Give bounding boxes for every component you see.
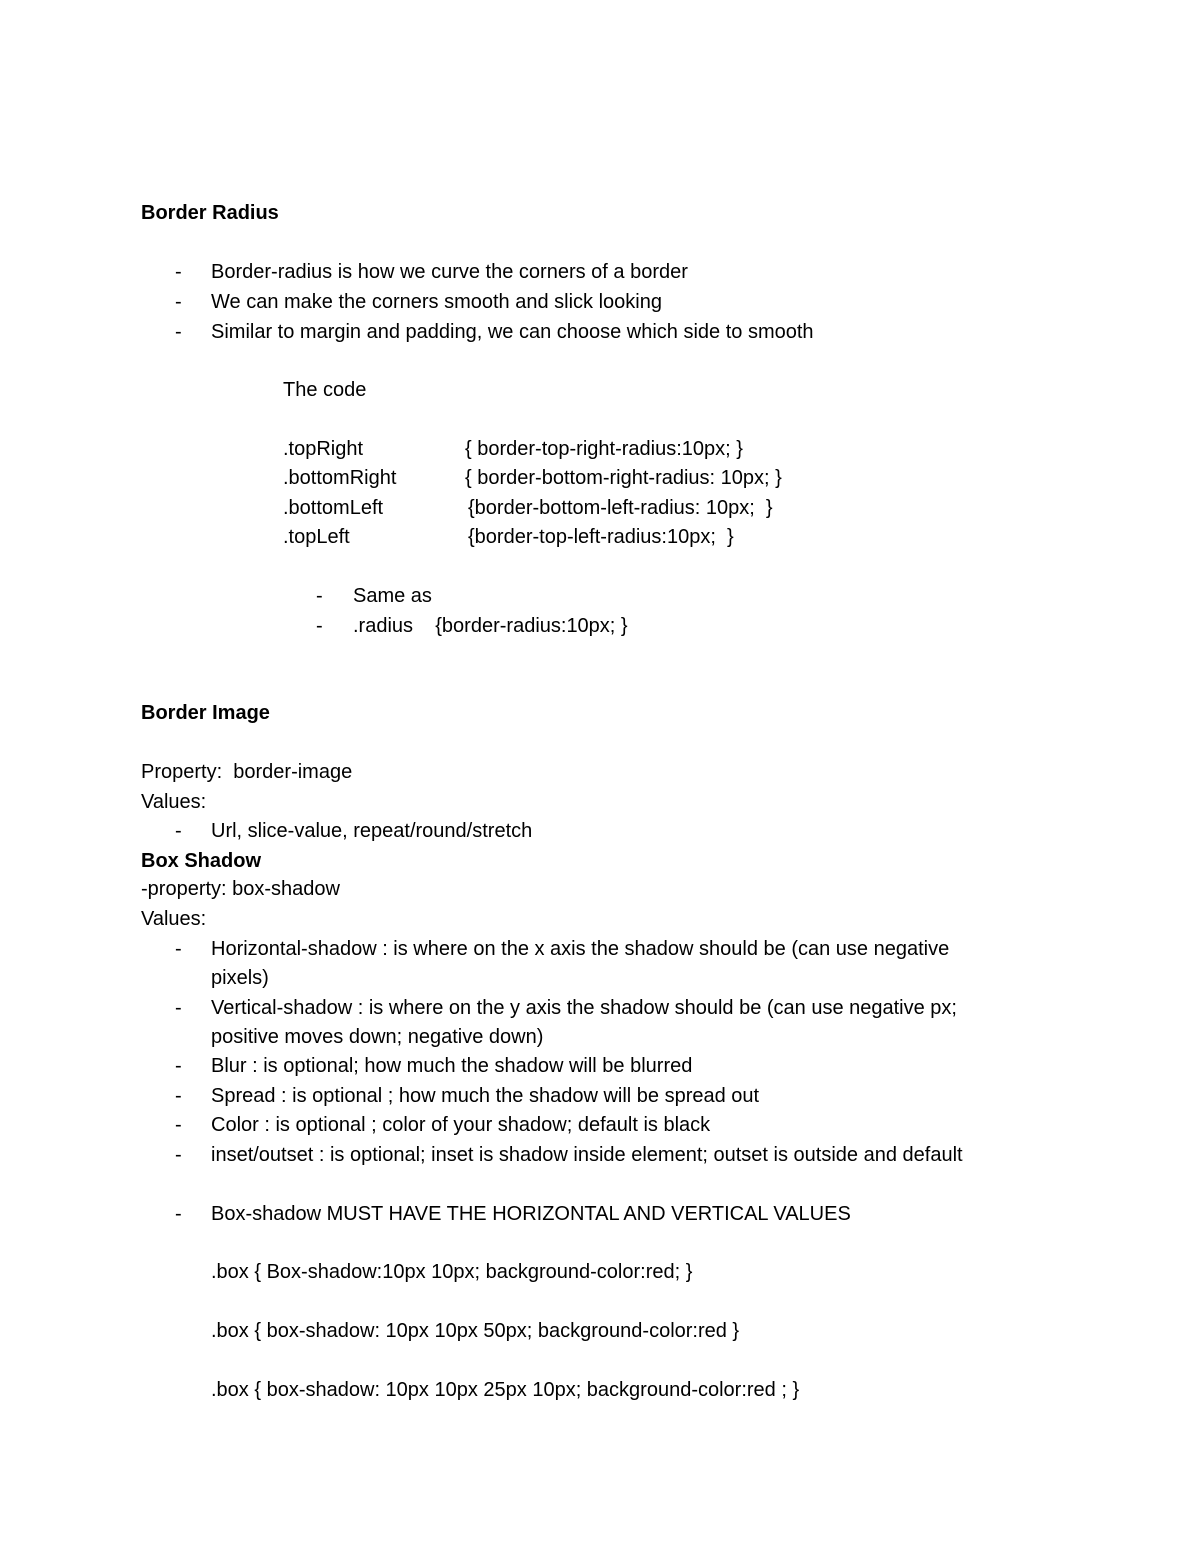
bullet-marker: - xyxy=(175,1144,182,1166)
radius-shorthand-bullet: .radius {border-radius:10px; } xyxy=(353,615,628,637)
code-rule-top-right: { border-top-right-radius:10px; } xyxy=(465,438,743,460)
code-rule-top-left: {border-top-left-radius:10px; } xyxy=(468,526,734,548)
box-shadow-bullet-color: Color : is optional ; color of your shadow; default is black xyxy=(211,1114,711,1136)
bullet-marker: - xyxy=(316,585,323,607)
bullet-marker: - xyxy=(175,1085,182,1107)
box-shadow-heading: Box Shadow xyxy=(141,850,262,872)
bullet-marker: - xyxy=(175,261,182,283)
code-rule-bottom-left: {border-bottom-left-radius: 10px; } xyxy=(468,497,773,519)
box-shadow-must-have: Box-shadow MUST HAVE THE HORIZONTAL AND VERTICAL VALUES xyxy=(211,1203,851,1225)
border-image-property: Property: border-image xyxy=(141,761,353,783)
border-image-values-label: Values: xyxy=(141,791,207,813)
code-rule-bottom-right: { border-bottom-right-radius: 10px; } xyxy=(465,467,782,489)
same-as-bullet: Same as xyxy=(353,585,432,607)
box-shadow-values-label: Values: xyxy=(141,908,207,930)
code-selector-bottom-left: .bottomLeft xyxy=(283,497,384,519)
border-image-bullet-1: Url, slice-value, repeat/round/stretch xyxy=(211,820,533,842)
code-selector-bottom-right: .bottomRight xyxy=(283,467,397,489)
border-radius-heading: Border Radius xyxy=(141,202,279,224)
bullet-marker: - xyxy=(175,1203,182,1225)
box-shadow-bullet-spread: Spread : is optional ; how much the shadow will be spread out xyxy=(211,1085,760,1107)
bullet-marker: - xyxy=(175,1114,182,1136)
bullet-marker: - xyxy=(175,997,182,1019)
code-selector-top-right: .topRight xyxy=(283,438,364,460)
box-shadow-example-3: .box { box-shadow: 10px 10px 25px 10px; background-color:red ; } xyxy=(211,1379,800,1401)
bullet-marker: - xyxy=(175,291,182,313)
bullet-marker: - xyxy=(316,615,323,637)
bullet-marker: - xyxy=(175,1055,182,1077)
box-shadow-bullet-blur: Blur : is optional; how much the shadow will be blurred xyxy=(211,1055,693,1077)
box-shadow-bullet-horizontal-cont: pixels) xyxy=(211,967,269,989)
box-shadow-bullet-horizontal: Horizontal-shadow : is where on the x axis the shadow should be (can use negative xyxy=(211,938,950,960)
box-shadow-property: -property: box-shadow xyxy=(141,878,340,900)
border-radius-bullet-3: Similar to margin and padding, we can choose which side to smooth xyxy=(211,321,814,343)
box-shadow-example-2: .box { box-shadow: 10px 10px 50px; background-color:red } xyxy=(211,1320,740,1342)
code-label: The code xyxy=(283,379,367,401)
border-radius-bullet-2: We can make the corners smooth and slick looking xyxy=(211,291,662,313)
box-shadow-bullet-vertical: Vertical-shadow : is where on the y axis the shadow should be (can use negative px; xyxy=(211,997,957,1019)
box-shadow-bullet-vertical-cont: positive moves down; negative down) xyxy=(211,1026,544,1048)
code-selector-top-left: .topLeft xyxy=(283,526,350,548)
box-shadow-example-1: .box { Box-shadow:10px 10px; background-color:red; } xyxy=(211,1261,693,1283)
bullet-marker: - xyxy=(175,938,182,960)
border-image-heading: Border Image xyxy=(141,702,270,724)
bullet-marker: - xyxy=(175,820,182,842)
box-shadow-bullet-inset: inset/outset : is optional; inset is shadow inside element; outset is outside and default xyxy=(211,1144,963,1166)
border-radius-bullet-1: Border-radius is how we curve the corners of a border xyxy=(211,261,688,283)
bullet-marker: - xyxy=(175,321,182,343)
